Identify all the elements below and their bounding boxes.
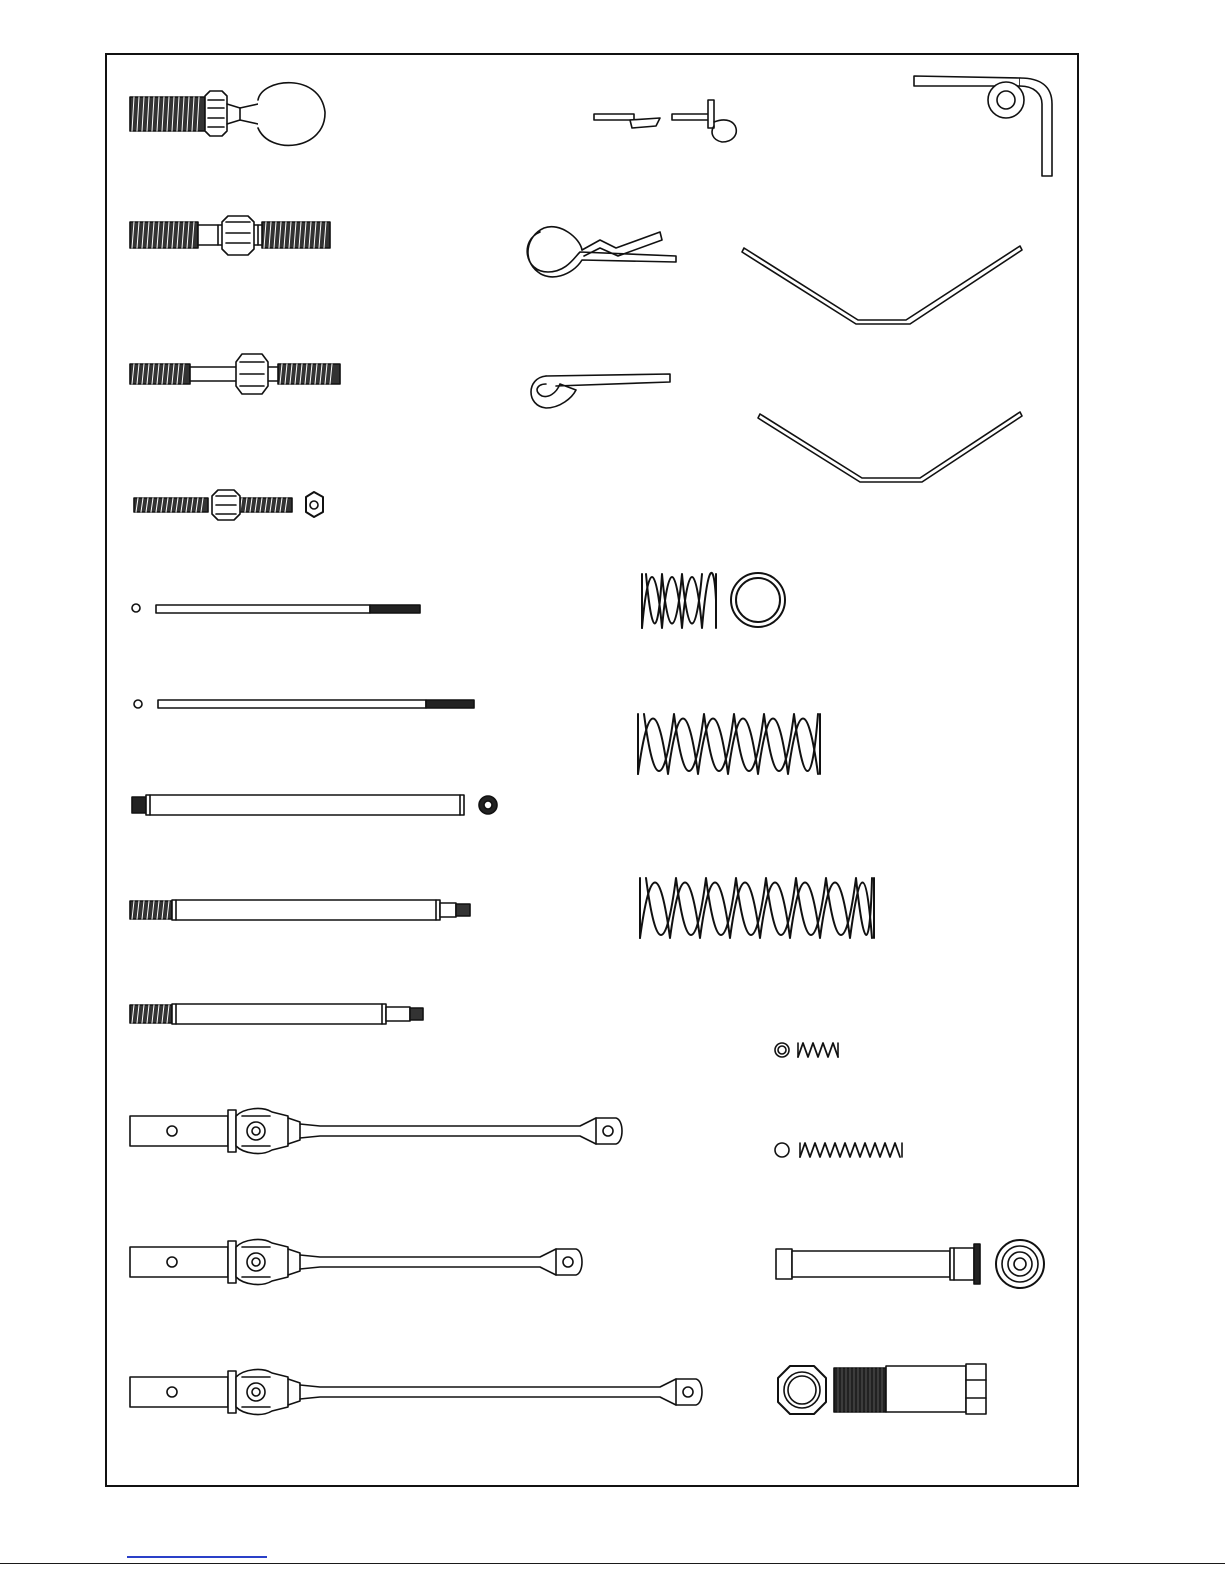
- clip-icon: [594, 100, 736, 142]
- driveshaft-icon: [130, 1370, 702, 1415]
- pin-icon: [776, 1240, 1044, 1288]
- turnbuckle-icon: [130, 354, 340, 394]
- shaft-icon: [132, 604, 420, 613]
- ball-stud-icon: [130, 83, 325, 146]
- wire-bar-icon: [742, 246, 1022, 324]
- turnbuckle-icon: [130, 216, 330, 255]
- spring-icon: [775, 1143, 902, 1157]
- spring-icon: [775, 1043, 838, 1057]
- footer-link-underline[interactable]: [127, 1556, 267, 1558]
- spring-icon: [640, 878, 874, 938]
- turnbuckle-icon: [134, 490, 323, 520]
- pin-icon: [531, 374, 670, 408]
- driveshaft-icon: [130, 1109, 622, 1154]
- footer-divider: [0, 1563, 1225, 1564]
- shaft-icon: [130, 1004, 423, 1024]
- pin-icon: [914, 76, 1052, 176]
- spring-icon: [642, 573, 785, 628]
- shaft-icon: [132, 795, 497, 815]
- wire-bar-icon: [758, 412, 1022, 482]
- driveshaft-icon: [130, 1240, 582, 1285]
- spring-icon: [638, 714, 820, 774]
- shaft-icon: [130, 900, 470, 920]
- clip-icon: [527, 227, 676, 277]
- nut-icon: [778, 1364, 986, 1414]
- shaft-icon: [134, 700, 474, 708]
